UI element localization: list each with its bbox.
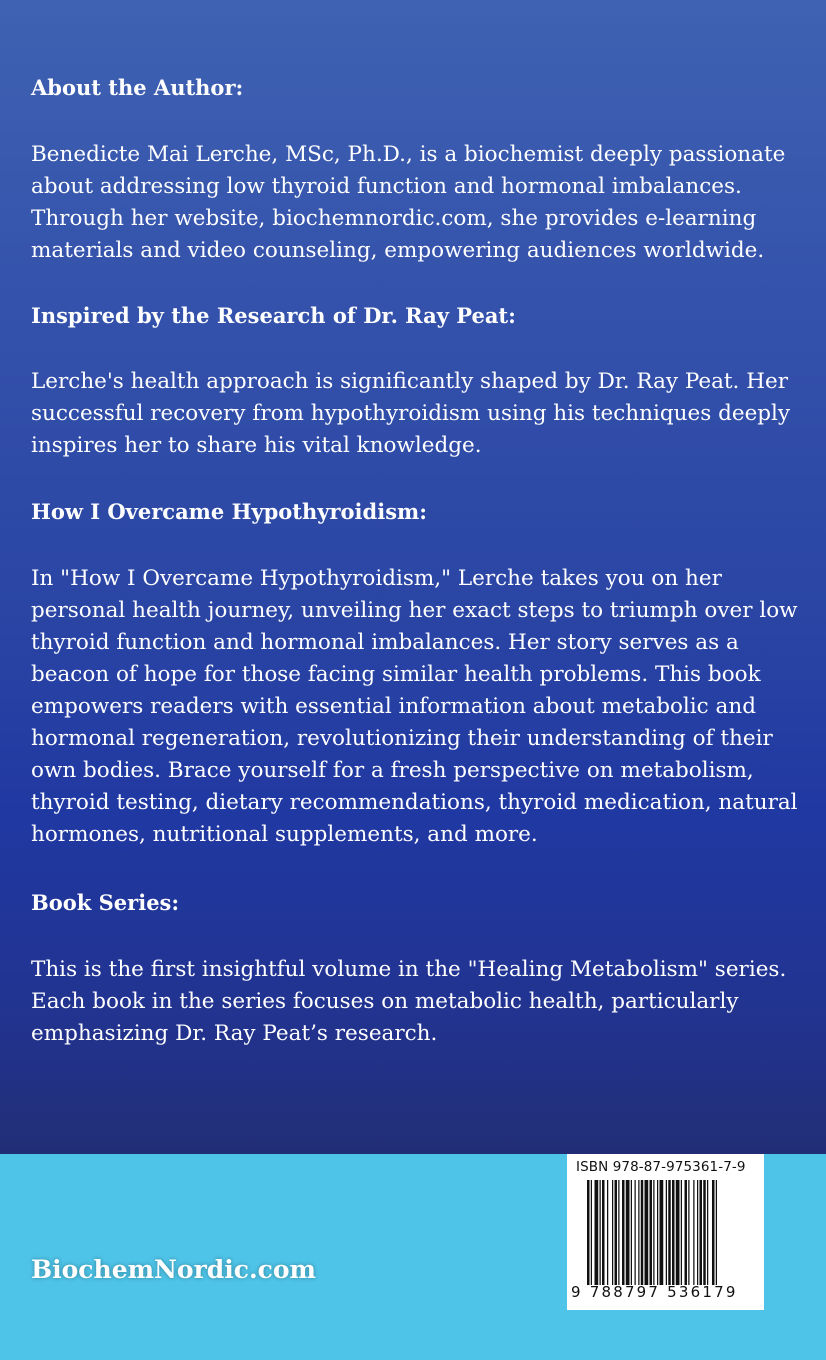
barcode-stripe bbox=[602, 1180, 605, 1285]
section-text-about-author: Benedicte Mai Lerche, MSc, Ph.D., is a biochemist deeply passionate about addressing low thyroid function and hormonal imbalances. Through her website, biochemnordic.com, she provides e-learning materials and video counseling, empowering audiences worldwide. bbox=[31, 142, 786, 263]
barcode-stripe bbox=[688, 1180, 689, 1285]
barcode-stripe bbox=[641, 1180, 644, 1285]
barcode-digits: 9 788797 536179 bbox=[571, 1283, 738, 1301]
website-label: BiochemNordic.com bbox=[31, 1255, 317, 1284]
barcode-stripe bbox=[618, 1180, 619, 1285]
barcode-stripe bbox=[650, 1180, 653, 1285]
barcode-stripe bbox=[668, 1180, 671, 1285]
barcode-stripe bbox=[693, 1180, 694, 1285]
barcode-stripe bbox=[591, 1180, 592, 1285]
barcode-stripe bbox=[638, 1180, 639, 1285]
barcode-stripe bbox=[707, 1180, 708, 1285]
section-text-inspired: Lerche's health approach is significantly shaped by Dr. Ray Peat. Her successful recovery from hypothyroidism using his techniques deeply inspires her to share his vital knowledge. bbox=[31, 369, 791, 458]
barcode bbox=[567, 1154, 764, 1310]
section-text-series: This is the first insightful volume in the "Healing Metabolism" series. Each book in the series focuses on metabolic health, particularly emphasizing Dr. Ray Peat’s research. bbox=[31, 957, 787, 1046]
barcode-stripe bbox=[635, 1180, 636, 1285]
barcode-stripe bbox=[666, 1180, 667, 1285]
barcode-stripe bbox=[681, 1180, 682, 1285]
section-heading-about-author: About the Author: bbox=[31, 75, 244, 100]
barcode-stripe bbox=[712, 1180, 715, 1285]
barcode-stripe bbox=[587, 1180, 590, 1285]
barcode-stripe bbox=[631, 1180, 632, 1285]
barcode-stripe bbox=[653, 1180, 654, 1285]
barcode-stripe bbox=[622, 1180, 625, 1285]
barcode-stripe bbox=[685, 1180, 688, 1285]
barcode-bars bbox=[587, 1180, 758, 1285]
barcode-stripe bbox=[716, 1180, 717, 1285]
barcode-stripe bbox=[700, 1180, 703, 1285]
barcode-stripe bbox=[672, 1180, 675, 1285]
section-heading-inspired: Inspired by the Research of Dr. Ray Peat: bbox=[31, 303, 516, 328]
barcode-stripe bbox=[660, 1180, 664, 1285]
barcode-stripe bbox=[645, 1180, 649, 1285]
barcode-stripe bbox=[607, 1180, 608, 1285]
section-heading-book: How I Overcame Hypothyroidism: bbox=[31, 499, 427, 524]
barcode-stripe bbox=[657, 1180, 658, 1285]
barcode-stripe bbox=[595, 1180, 599, 1285]
barcode-stripe bbox=[697, 1180, 698, 1285]
barcode-stripe bbox=[615, 1180, 618, 1285]
barcode-stripe bbox=[703, 1180, 706, 1285]
barcode-stripe bbox=[600, 1180, 601, 1285]
section-text-book: In "How I Overcame Hypothyroidism," Lerche takes you on her personal health journey, unveiling her exact steps to triumph over low thyroid function and hormonal imbalances. Her story serves as a beacon of hope for those facing similar health problems. This book empowers readers with essential information about metabolic and hormonal regeneration, revolutionizing their understanding of their own bodies. Brace yourself for a fresh perspective on metabolism, thyroid testing, dietary recommendations, thyroid medication, natural hormones, nutritional supplements, and more. bbox=[31, 566, 798, 847]
isbn-label: ISBN 978-87-975361-7-9 bbox=[576, 1159, 746, 1175]
barcode-stripe bbox=[612, 1180, 613, 1285]
section-heading-series: Book Series: bbox=[31, 890, 180, 915]
barcode-stripe bbox=[626, 1180, 630, 1285]
barcode-stripe bbox=[676, 1180, 680, 1285]
